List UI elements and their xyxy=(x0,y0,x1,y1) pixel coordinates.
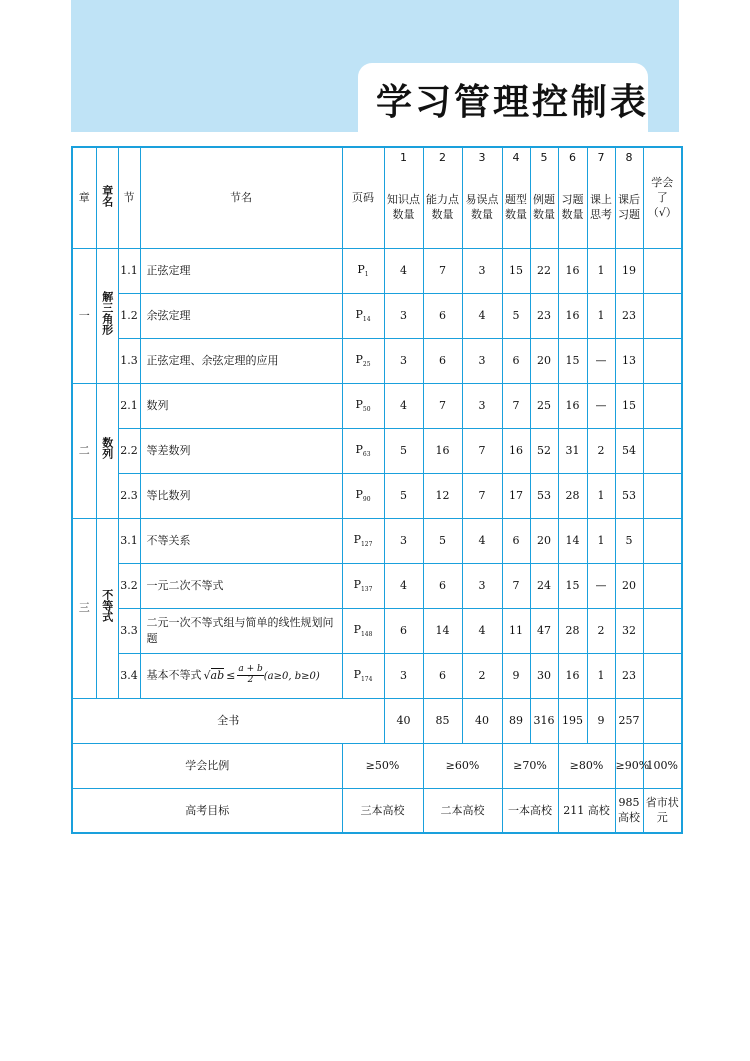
page-prefix: P xyxy=(353,532,361,546)
section-number: 2.1 xyxy=(118,383,140,428)
value-cell: 13 xyxy=(615,338,643,383)
section-number: 3.1 xyxy=(118,518,140,563)
value-cell: 6 xyxy=(502,518,530,563)
total-value: 316 xyxy=(530,698,558,743)
sqrt-operand: ab xyxy=(210,668,225,682)
page-prefix: P xyxy=(353,577,361,591)
le-sign: ≤ xyxy=(226,668,236,682)
table-row xyxy=(72,518,682,563)
page-subscript: 1 xyxy=(364,270,369,278)
value-cell: 6 xyxy=(423,653,462,698)
value-cell: 30 xyxy=(530,653,558,698)
fraction-numerator: a + b xyxy=(238,664,263,675)
section-number: 2.3 xyxy=(118,473,140,518)
header-chapter: 章 xyxy=(72,147,96,248)
section-name-cell xyxy=(140,518,342,563)
ratio-row-value: 100% xyxy=(643,743,682,788)
value-cell: 7 xyxy=(462,428,502,473)
table-row xyxy=(72,293,682,338)
section-number: 1.2 xyxy=(118,293,140,338)
chapter-number: 三 xyxy=(72,518,96,698)
section-name-cell xyxy=(140,428,342,473)
section-name: 不等关系 xyxy=(146,533,191,547)
target-row-value: 985 高校 xyxy=(615,788,643,833)
value-cell: 20 xyxy=(530,338,558,383)
page-number xyxy=(342,428,384,473)
ratio-row-value: ≥50% xyxy=(342,743,423,788)
value-cell: 23 xyxy=(615,293,643,338)
value-cell: 15 xyxy=(558,338,587,383)
value-cell: 19 xyxy=(615,248,643,293)
learned-checkbox-cell[interactable] xyxy=(643,473,682,518)
value-cell: 4 xyxy=(462,293,502,338)
header-num-5: 5 xyxy=(530,147,558,167)
section-name: 一元二次不等式 xyxy=(146,578,224,592)
value-cell: 2 xyxy=(462,653,502,698)
header-row-numbers xyxy=(72,147,682,167)
total-value: 257 xyxy=(615,698,643,743)
table-row xyxy=(72,248,682,293)
chapter-name: 数列 xyxy=(100,437,114,460)
ratio-row-value: ≥80% xyxy=(558,743,615,788)
header-learned: 学会了（√） xyxy=(643,147,682,248)
header-section-name: 节名 xyxy=(140,147,342,248)
value-cell: 7 xyxy=(502,383,530,428)
value-cell: — xyxy=(587,563,615,608)
inequality-formula xyxy=(203,664,320,685)
page-subscript: 50 xyxy=(362,405,371,413)
value-cell: 5 xyxy=(423,518,462,563)
page-subscript: 174 xyxy=(360,675,373,683)
value-cell: 4 xyxy=(384,248,423,293)
section-name-cell xyxy=(140,563,342,608)
value-cell: 14 xyxy=(423,608,462,653)
learned-checkbox-cell[interactable] xyxy=(643,338,682,383)
value-cell: 12 xyxy=(423,473,462,518)
header-section: 节 xyxy=(118,147,140,248)
value-cell: 3 xyxy=(384,653,423,698)
total-row xyxy=(72,698,682,743)
value-cell: 3 xyxy=(462,338,502,383)
fraction xyxy=(237,665,263,686)
page-prefix: P xyxy=(355,307,363,321)
value-cell: 53 xyxy=(530,473,558,518)
chapter-name: 解三角形 xyxy=(100,291,114,336)
value-cell: 3 xyxy=(462,248,502,293)
page-prefix: P xyxy=(355,397,363,411)
target-row-value: 二本高校 xyxy=(423,788,502,833)
value-cell: 16 xyxy=(558,293,587,338)
value-cell: 5 xyxy=(502,293,530,338)
page-number xyxy=(342,338,384,383)
value-cell: 54 xyxy=(615,428,643,473)
learned-checkbox-cell[interactable] xyxy=(643,518,682,563)
learned-checkbox-cell[interactable] xyxy=(643,653,682,698)
value-cell: 5 xyxy=(384,473,423,518)
value-cell: 4 xyxy=(462,608,502,653)
value-cell: — xyxy=(587,383,615,428)
table-row xyxy=(72,563,682,608)
value-cell: 23 xyxy=(530,293,558,338)
value-cell: 28 xyxy=(558,473,587,518)
page-subscript: 90 xyxy=(362,495,371,503)
section-number: 1.1 xyxy=(118,248,140,293)
value-cell: 24 xyxy=(530,563,558,608)
value-cell: 4 xyxy=(384,563,423,608)
header-num-1: 1 xyxy=(384,147,423,167)
total-value: 89 xyxy=(502,698,530,743)
value-cell: 31 xyxy=(558,428,587,473)
header-label-1: 知识点数量 xyxy=(384,167,423,248)
value-cell: 17 xyxy=(502,473,530,518)
value-cell: 15 xyxy=(558,563,587,608)
target-row-value: 省市状元 xyxy=(643,788,682,833)
table-row xyxy=(72,383,682,428)
section-number: 1.3 xyxy=(118,338,140,383)
value-cell: 2 xyxy=(587,428,615,473)
ratio-row xyxy=(72,743,682,788)
target-row-value: 一本高校 xyxy=(502,788,558,833)
page-prefix: P xyxy=(355,442,363,456)
value-cell: 15 xyxy=(615,383,643,428)
sqrt-symbol: √ xyxy=(203,668,211,682)
page-prefix: P xyxy=(355,352,363,366)
target-row xyxy=(72,788,682,833)
value-cell: 1 xyxy=(587,293,615,338)
chapter-name-cell xyxy=(96,383,118,518)
learned-checkbox-cell[interactable] xyxy=(643,608,682,653)
value-cell: 3 xyxy=(462,383,502,428)
value-cell: 6 xyxy=(502,338,530,383)
table-row xyxy=(72,608,682,653)
section-name: 二元一次不等式组与简单的线性规划问题 xyxy=(146,616,334,645)
value-cell: 52 xyxy=(530,428,558,473)
value-cell: 9 xyxy=(502,653,530,698)
header-num-2: 2 xyxy=(423,147,462,167)
value-cell: 3 xyxy=(384,293,423,338)
section-number: 3.3 xyxy=(118,608,140,653)
target-row-label: 高考目标 xyxy=(72,788,342,833)
value-cell: 5 xyxy=(615,518,643,563)
value-cell: 11 xyxy=(502,608,530,653)
value-cell: 28 xyxy=(558,608,587,653)
section-name: 余弦定理 xyxy=(146,308,191,322)
header-label-3: 易误点数量 xyxy=(462,167,502,248)
section-name: 正弦定理、余弦定理的应用 xyxy=(146,353,279,367)
value-cell: 1 xyxy=(587,518,615,563)
value-cell: 47 xyxy=(530,608,558,653)
value-cell: 5 xyxy=(384,428,423,473)
value-cell: 53 xyxy=(615,473,643,518)
page-number xyxy=(342,563,384,608)
total-value: 40 xyxy=(384,698,423,743)
value-cell: 2 xyxy=(587,608,615,653)
header-label-6: 习题数量 xyxy=(558,167,587,248)
header-num-6: 6 xyxy=(558,147,587,167)
total-value: 40 xyxy=(462,698,502,743)
value-cell: 25 xyxy=(530,383,558,428)
total-value: 85 xyxy=(423,698,462,743)
page-number xyxy=(342,293,384,338)
learned-checkbox-cell[interactable] xyxy=(643,428,682,473)
section-name: 正弦定理 xyxy=(146,263,191,277)
value-cell: 1 xyxy=(587,653,615,698)
value-cell: 16 xyxy=(558,383,587,428)
header-label-2: 能力点数量 xyxy=(423,167,462,248)
learned-checkbox-cell[interactable] xyxy=(643,248,682,293)
section-name-cell xyxy=(140,248,342,293)
learned-checkbox-cell[interactable] xyxy=(643,383,682,428)
chapter-name: 不等式 xyxy=(100,589,114,623)
value-cell: 6 xyxy=(423,338,462,383)
page-subscript: 148 xyxy=(360,630,373,638)
header-num-7: 7 xyxy=(587,147,615,167)
header-num-4: 4 xyxy=(502,147,530,167)
page-number xyxy=(342,608,384,653)
section-name-cell xyxy=(140,338,342,383)
page-prefix: P xyxy=(353,622,361,636)
header-label-4: 题型数量 xyxy=(502,167,530,248)
page-subscript: 63 xyxy=(362,450,371,458)
value-cell: 16 xyxy=(502,428,530,473)
page-number xyxy=(342,473,384,518)
chapter-name-cell xyxy=(96,518,118,698)
value-cell: 23 xyxy=(615,653,643,698)
ratio-row-value: ≥60% xyxy=(423,743,502,788)
header-page: 页码 xyxy=(342,147,384,248)
value-cell: 16 xyxy=(558,653,587,698)
value-cell: 7 xyxy=(502,563,530,608)
section-number: 3.4 xyxy=(118,653,140,698)
total-value: 9 xyxy=(587,698,615,743)
table-row xyxy=(72,428,682,473)
value-cell: 32 xyxy=(615,608,643,653)
learned-checkbox-cell[interactable] xyxy=(643,563,682,608)
section-name-cell xyxy=(140,293,342,338)
section-number: 2.2 xyxy=(118,428,140,473)
study-control-table xyxy=(71,146,683,834)
page-prefix: P xyxy=(357,262,365,276)
value-cell: 20 xyxy=(530,518,558,563)
total-label: 全书 xyxy=(72,698,384,743)
ratio-row-value: ≥70% xyxy=(502,743,558,788)
header-label-7: 课上思考 xyxy=(587,167,615,248)
section-name-cell xyxy=(140,383,342,428)
value-cell: 7 xyxy=(423,383,462,428)
value-cell: 6 xyxy=(423,563,462,608)
value-cell: 1 xyxy=(587,473,615,518)
value-cell: 15 xyxy=(502,248,530,293)
page-subscript: 25 xyxy=(362,360,371,368)
value-cell: 16 xyxy=(423,428,462,473)
page-title: 学习管理控制表 xyxy=(376,82,650,123)
learned-checkbox-cell[interactable] xyxy=(643,293,682,338)
value-cell: 7 xyxy=(423,248,462,293)
header-chapter-name: 章名 xyxy=(100,184,114,207)
page-number xyxy=(342,653,384,698)
value-cell: 4 xyxy=(384,383,423,428)
header-num-3: 3 xyxy=(462,147,502,167)
section-name-cell xyxy=(140,653,342,698)
table-row xyxy=(72,473,682,518)
page-subscript: 137 xyxy=(360,585,373,593)
value-cell: 22 xyxy=(530,248,558,293)
value-cell: 1 xyxy=(587,248,615,293)
page-number xyxy=(342,248,384,293)
value-cell: 6 xyxy=(384,608,423,653)
target-row-value: 211 高校 xyxy=(558,788,615,833)
page-number xyxy=(342,383,384,428)
page-subscript: 127 xyxy=(360,540,373,548)
ratio-row-value: ≥90% xyxy=(615,743,643,788)
value-cell: 4 xyxy=(462,518,502,563)
table-row xyxy=(72,653,682,698)
page-prefix: P xyxy=(355,487,363,501)
page-number xyxy=(342,518,384,563)
target-row-value: 三本高校 xyxy=(342,788,423,833)
section-number: 3.2 xyxy=(118,563,140,608)
formula-condition: (a≥0, b≥0) xyxy=(263,670,320,682)
section-name-cell xyxy=(140,473,342,518)
section-name: 基本不等式 xyxy=(146,668,202,682)
value-cell: 3 xyxy=(462,563,502,608)
value-cell: 6 xyxy=(423,293,462,338)
total-learned-cell xyxy=(643,698,682,743)
value-cell: 14 xyxy=(558,518,587,563)
value-cell: — xyxy=(587,338,615,383)
value-cell: 3 xyxy=(384,338,423,383)
table-row xyxy=(72,338,682,383)
header-label-5: 例题数量 xyxy=(530,167,558,248)
chapter-number: 一 xyxy=(72,248,96,383)
header-num-8: 8 xyxy=(615,147,643,167)
value-cell: 16 xyxy=(558,248,587,293)
header-label-8: 课后习题 xyxy=(615,167,643,248)
total-value: 195 xyxy=(558,698,587,743)
fraction-denominator: 2 xyxy=(247,675,254,685)
page-prefix: P xyxy=(353,667,361,681)
ratio-row-label: 学会比例 xyxy=(72,743,342,788)
value-cell: 20 xyxy=(615,563,643,608)
chapter-name-cell xyxy=(96,248,118,383)
value-cell: 3 xyxy=(384,518,423,563)
header-chapter-name-cell xyxy=(96,147,118,248)
section-name-cell xyxy=(140,608,342,653)
section-name: 等差数列 xyxy=(146,443,191,457)
section-name: 数列 xyxy=(146,398,169,412)
page-subscript: 14 xyxy=(362,315,371,323)
value-cell: 7 xyxy=(462,473,502,518)
section-name: 等比数列 xyxy=(146,488,191,502)
chapter-number: 二 xyxy=(72,383,96,518)
